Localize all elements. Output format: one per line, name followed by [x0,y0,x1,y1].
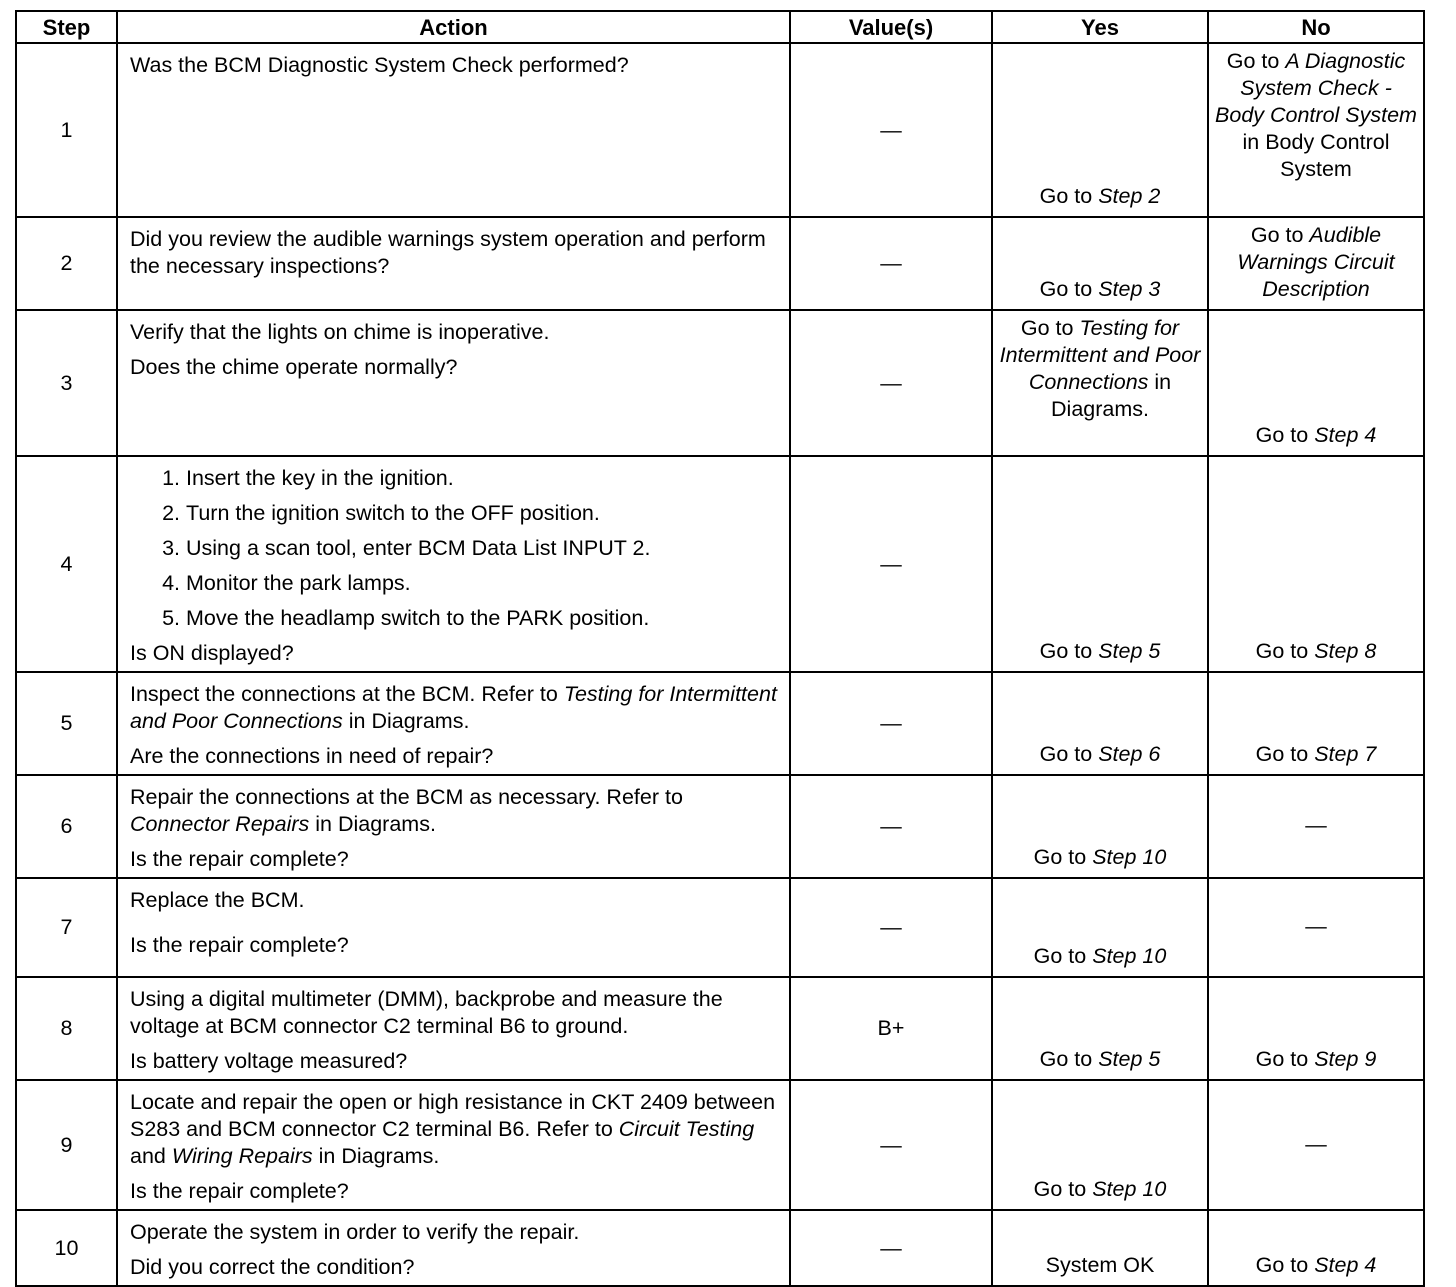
no-cell: — [1208,1080,1424,1210]
no-prefix: Go to [1250,223,1310,247]
action-question: Did you correct the condition? [130,1255,415,1279]
no-cell [1208,1210,1424,1286]
no-cell [1208,43,1424,217]
table-row [16,1080,1424,1210]
procedure-list [130,465,777,632]
action-cell [117,977,790,1080]
no-prefix: Go to [1255,1047,1315,1071]
value-cell: B+ [790,977,992,1080]
yes-suffix: in Diagrams. [1051,370,1172,421]
action-prefix: Repair the connections at the BCM as necessary. Refer to [130,785,683,809]
action-question: Does the chime operate normally? [130,355,458,379]
action-text [130,681,777,735]
no-link[interactable]: Step 4 [1314,423,1377,447]
yes-prefix: Go to [1039,184,1099,208]
diagnostic-table [15,10,1425,1287]
table-row [16,1210,1424,1286]
step-number: 10 [16,1210,117,1286]
yes-cell [992,775,1208,878]
no-cell: — [1208,878,1424,977]
yes-cell [992,672,1208,775]
no-cell [1208,977,1424,1080]
no-prefix: Go to [1226,49,1286,73]
action-text [130,784,777,838]
action-suffix: in Diagrams. [309,812,436,836]
yes-prefix: Go to [1033,1177,1093,1201]
no-prefix: Go to [1255,1253,1315,1277]
yes-prefix: Go to [1039,639,1099,663]
step-number: 6 [16,775,117,878]
list-item: 5. Move the headlamp switch to the PARK position. [186,605,777,632]
step-number: 7 [16,878,117,977]
yes-link[interactable]: Step 6 [1098,742,1161,766]
action-cell [117,672,790,775]
value-cell: — [790,1210,992,1286]
yes-link[interactable]: Step 10 [1092,1177,1167,1201]
no-link[interactable]: Audible Warnings Circuit Description [1237,223,1395,301]
action-prefix: Locate and repair the open or high resistance in CKT 2409 between S283 and BCM connector C2 terminal B6. Refer to [130,1090,776,1141]
no-prefix: Go to [1255,639,1315,663]
header-row [16,11,1424,43]
yes-link[interactable]: Testing for Intermittent and Poor Connections [999,316,1201,394]
no-link[interactable]: A Diagnostic System Check - Body Control System [1215,49,1417,127]
action-link[interactable]: Wiring Repairs [171,1144,313,1168]
action-link[interactable]: Circuit Testing [618,1117,755,1141]
action-text: Replace the BCM. [130,888,305,912]
no-cell [1208,217,1424,310]
header-step: Step [16,11,117,43]
action-cell [117,310,790,456]
list-item: 2. Turn the ignition switch to the OFF position. [186,500,777,527]
value-cell: — [790,310,992,456]
action-cell [117,217,790,310]
yes-link[interactable]: Step 2 [1098,184,1161,208]
action-text [130,1089,777,1170]
value-cell: — [790,672,992,775]
list-item: 4. Monitor the park lamps. [186,570,777,597]
header-action: Action [117,11,790,43]
no-link[interactable]: Step 4 [1314,1253,1377,1277]
yes-prefix: Go to [1020,316,1080,340]
table-row [16,43,1424,217]
step-number: 2 [16,217,117,310]
value-cell: — [790,217,992,310]
yes-cell [992,43,1208,217]
value-cell: — [790,775,992,878]
no-cell: — [1208,775,1424,878]
list-item: 3. Using a scan tool, enter BCM Data List INPUT 2. [186,535,777,562]
no-cell [1208,456,1424,672]
yes-link[interactable]: Step 10 [1092,845,1167,869]
no-suffix: in Body Control System [1242,130,1390,181]
step-number: 1 [16,43,117,217]
action-suffix: in Diagrams. [312,1144,440,1168]
yes-cell [992,310,1208,456]
value-cell: — [790,878,992,977]
action-link[interactable]: Connector Repairs [130,812,310,836]
yes-link[interactable]: Step 10 [1092,944,1167,968]
action-question: Are the connections in need of repair? [130,744,494,768]
yes-prefix: Go to [1039,277,1099,301]
yes-link[interactable]: Step 3 [1098,277,1161,301]
action-cell [117,878,790,977]
step-number: 4 [16,456,117,672]
yes-cell [992,1080,1208,1210]
list-item: 1. Insert the key in the ignition. [186,465,777,492]
action-question: Is the repair complete? [130,1179,349,1203]
yes-link[interactable]: Step 5 [1098,1047,1161,1071]
no-link[interactable]: Step 9 [1314,1047,1377,1071]
action-question: Is ON displayed? [130,641,294,665]
value-cell: — [790,456,992,672]
action-question: Is battery voltage measured? [130,1049,408,1073]
no-link[interactable]: Step 7 [1314,742,1377,766]
yes-cell [992,977,1208,1080]
step-number: 5 [16,672,117,775]
table-row [16,878,1424,977]
header-no: No [1208,11,1424,43]
yes-link[interactable]: Step 5 [1098,639,1161,663]
table-row [16,672,1424,775]
yes-prefix: Go to [1039,742,1099,766]
no-cell [1208,310,1424,456]
no-link[interactable]: Step 8 [1314,639,1377,663]
step-number: 8 [16,977,117,1080]
action-text: Using a digital multimeter (DMM), backprobe and measure the voltage at BCM connector C2 terminal B6 to ground. [130,987,723,1038]
action-cell [117,43,790,217]
yes-cell [992,878,1208,977]
action-text: Did you review the audible warnings system operation and perform the necessary inspections? [130,227,766,278]
action-question: Is the repair complete? [130,933,349,957]
action-prefix: Inspect the connections at the BCM. Refer to [130,682,564,706]
table-row [16,775,1424,878]
action-cell [117,1210,790,1286]
value-cell: — [790,43,992,217]
yes-cell [992,456,1208,672]
no-prefix: Go to [1255,423,1315,447]
action-mid: and [130,1144,172,1168]
header-values: Value(s) [790,11,992,43]
action-text: Operate the system in order to verify the repair. [130,1220,580,1244]
header-yes: Yes [992,11,1208,43]
table-row [16,456,1424,672]
action-question: Is the repair complete? [130,847,349,871]
action-text: Was the BCM Diagnostic System Check performed? [130,53,629,77]
action-text: Verify that the lights on chime is inoperative. [130,320,550,344]
yes-cell [992,217,1208,310]
step-number: 3 [16,310,117,456]
yes-cell: System OK [992,1210,1208,1286]
yes-prefix: Go to [1033,845,1093,869]
action-suffix: in Diagrams. [342,709,470,733]
yes-prefix: Go to [1039,1047,1099,1071]
action-link[interactable]: Testing for Intermittent and Poor Connections [130,682,777,733]
no-prefix: Go to [1255,742,1315,766]
step-number: 9 [16,1080,117,1210]
action-cell [117,456,790,672]
action-cell [117,775,790,878]
table-row [16,977,1424,1080]
yes-prefix: Go to [1033,944,1093,968]
table-row [16,310,1424,456]
action-cell [117,1080,790,1210]
no-cell [1208,672,1424,775]
value-cell: — [790,1080,992,1210]
table-row [16,217,1424,310]
